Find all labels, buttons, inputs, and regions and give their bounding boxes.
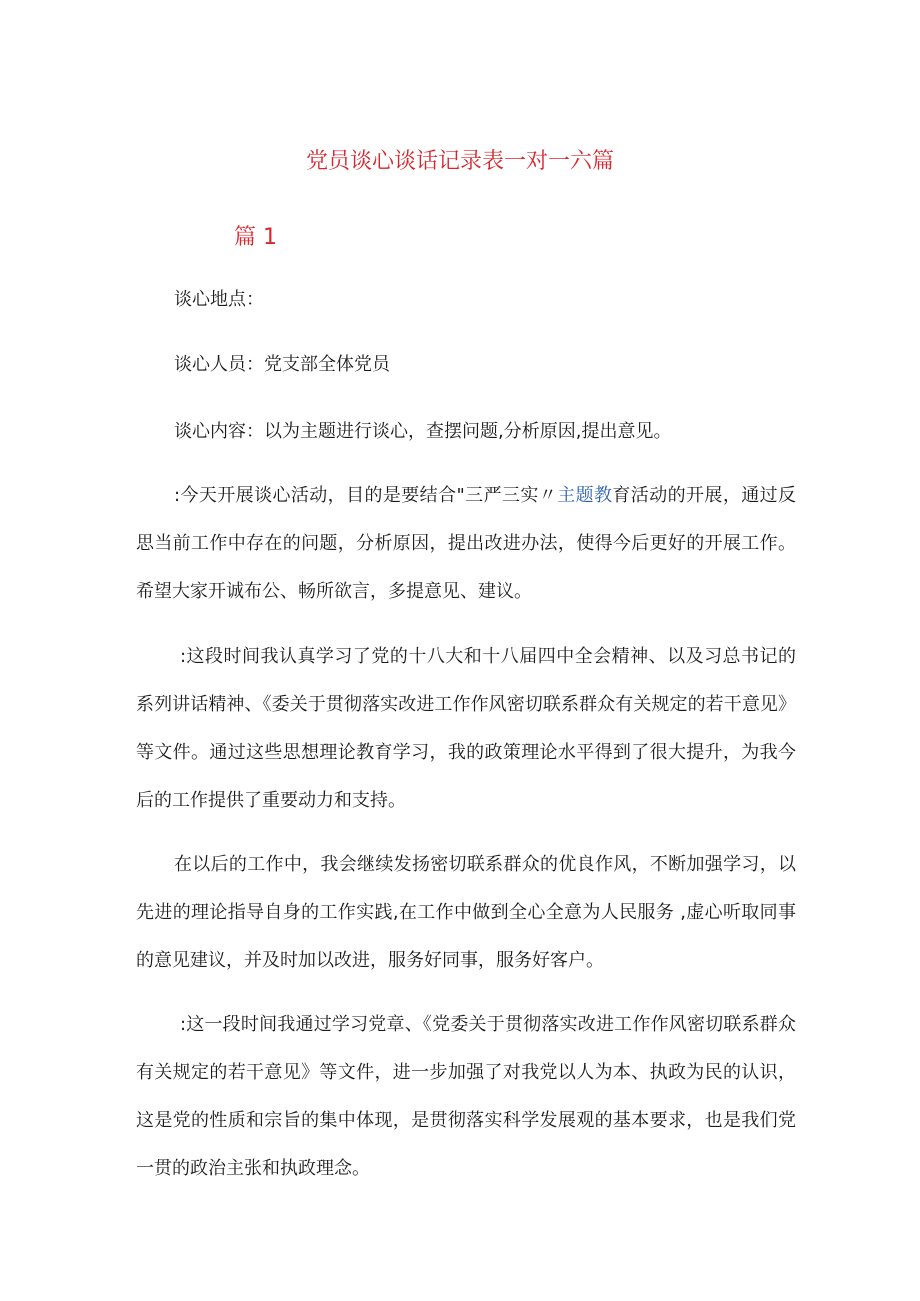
meta-participants: 谈心人员：党支部全体党员 (174, 354, 390, 375)
paragraph-3: 在以后的工作中，我会继续发扬密切联系群众的优良作风，不断加强学习，以先进的理论指导自身的工作实践,在工作中做到全心全意为人民服务 ,虚心听取同事的意见建议，并及时加以改进，服务好同事，服务好客户。 (136, 854, 796, 971)
section-heading: 篇 1 (234, 225, 277, 250)
document-title: 党员谈心谈话记录表一对一六篇 (305, 149, 614, 174)
paragraph-4: :这一段时间我通过学习党章、《党委关于贯彻落实改进工作作风密切联系群众有关规定的若干意见》等文件，进一步加强了对我党以人为本、执政为民的认识，这是党的性质和宗旨的集中体现，是贯彻落实科学发展观的基本要求，也是我们党一贯的政治主张和执政理念。 (136, 1014, 796, 1179)
paragraph-2: :这段时间我认真学习了党的十八大和十八届四中全会精神、以及习总书记的系列讲话精神、《委关于贯彻落实改进工作作风密切联系群众有关规定的若干意见》等文件。通过这些思想理论教育学习，我的政策理论水平得到了很大提升，为我今后的工作提供了重要动力和支持。 (136, 646, 796, 811)
meta-content: 谈心内容：以为主题进行谈心，查摆问题,分析原因,提出意见。 (174, 421, 672, 442)
paragraph-1 (136, 472, 796, 616)
paragraph-1-text-a: :今天开展谈心活动，目的是要结合"三严三实〃 (174, 485, 558, 506)
paragraph-1-text-b: 育活动的开展，通过反思当前工作中存在的问题，分析原因，提出改进办法，使得今后更好的开展工作。希望大家开诚布公、畅所欲言，多提意见、建议。 (136, 485, 797, 602)
meta-location: 谈心地点： (174, 289, 264, 310)
paragraph-1-link[interactable]: 主题教 (557, 485, 613, 506)
